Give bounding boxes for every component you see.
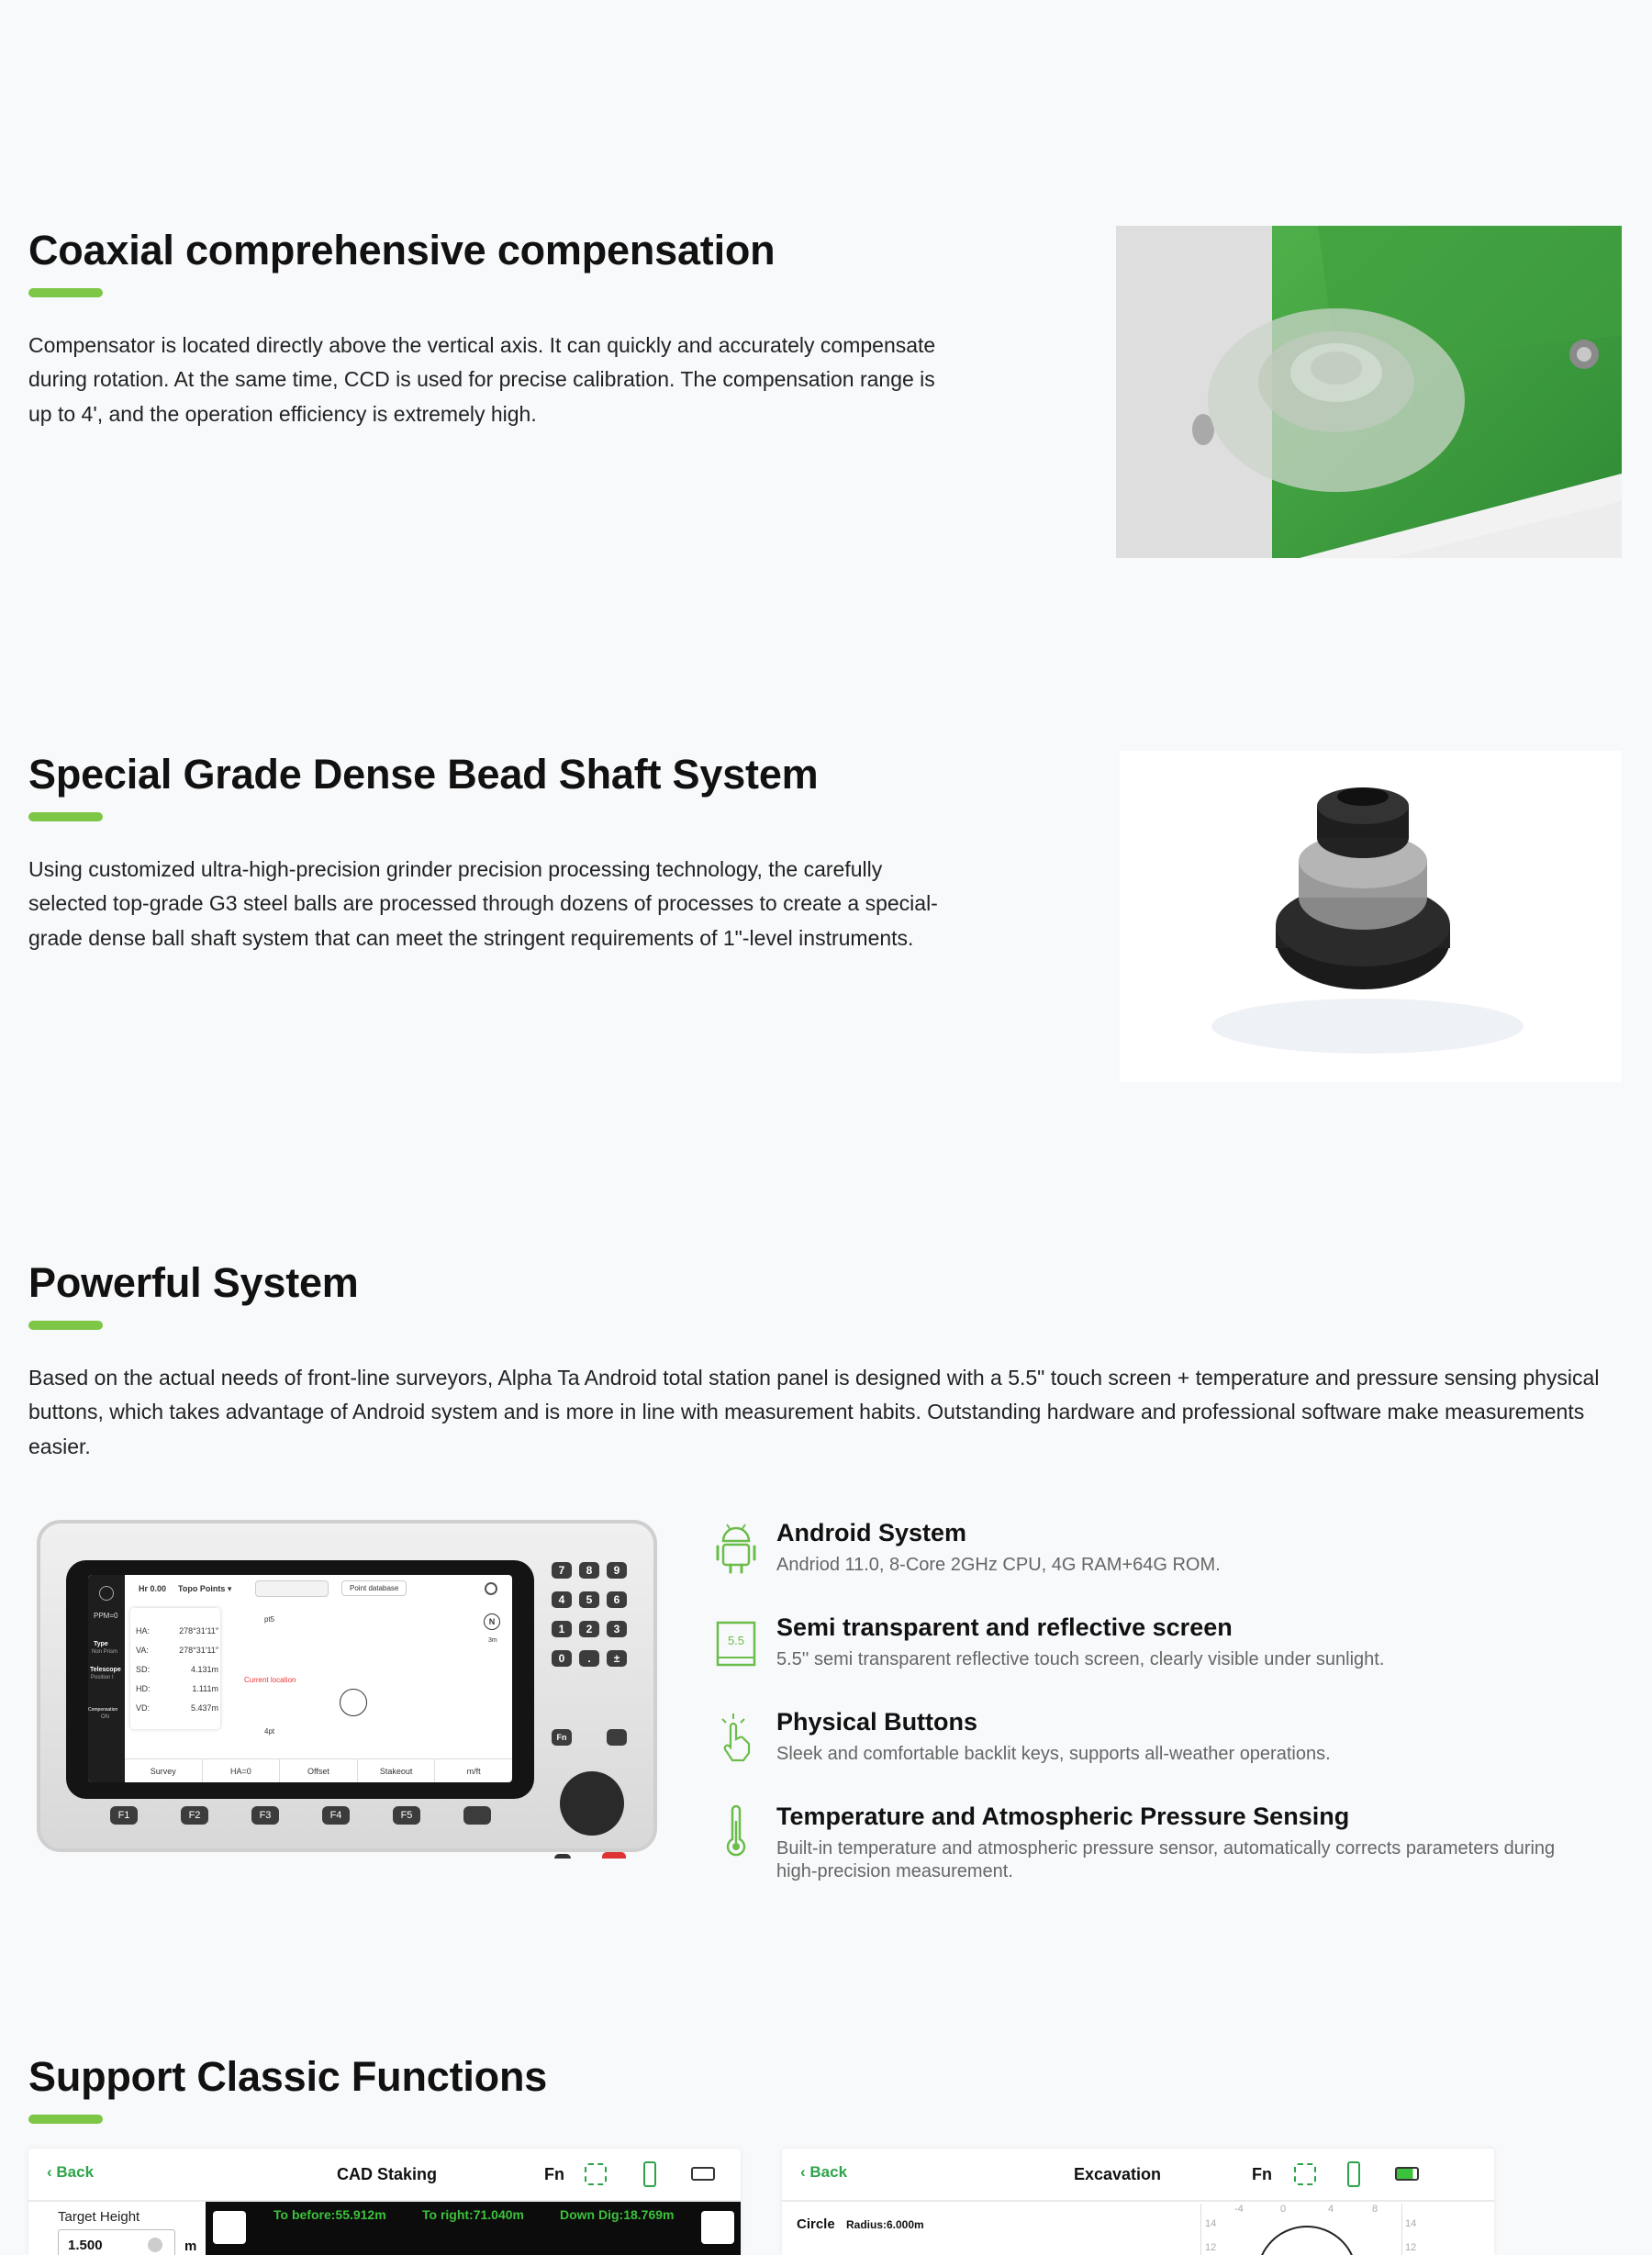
- title-accent-bar: [28, 2115, 103, 2124]
- location-pin-button[interactable]: [340, 1689, 367, 1716]
- key-return[interactable]: [463, 1806, 491, 1825]
- key-5[interactable]: 5: [579, 1591, 599, 1608]
- feature-title: Physical Buttons: [776, 1708, 978, 1736]
- target-height-input[interactable]: 1.500: [58, 2229, 175, 2255]
- tick-y: 12: [1205, 2242, 1217, 2253]
- bottom-tabs: [125, 1758, 512, 1782]
- tick-x: 8: [1372, 2204, 1379, 2215]
- android-icon: [714, 1521, 758, 1576]
- section-text: Using customized ultra-high-precision grinder precision processing technology, the carefully selected top-grade G3 steel balls are processed through dozens of processes to create a special-grade dense ball shaft system that can meet the stringent requirements of 1"-level instruments.: [28, 856, 938, 950]
- navigation-dpad[interactable]: [560, 1771, 624, 1836]
- coaxial-section: [28, 228, 946, 431]
- excavation-plot[interactable]: [1200, 2204, 1417, 2255]
- excavation-circle: [1256, 2226, 1357, 2255]
- back-button[interactable]: ‹ Back: [47, 2163, 95, 2181]
- prism-icon[interactable]: [1347, 2161, 1360, 2187]
- expand-icon[interactable]: [213, 2211, 246, 2244]
- section-title: Special Grade Dense Bead Shaft System: [28, 751, 819, 798]
- classic-section: [28, 2054, 946, 2124]
- battery-icon: [1395, 2167, 1419, 2181]
- hr-value: Hr 0.00: [139, 1584, 167, 1593]
- tick-x: -4: [1234, 2204, 1244, 2215]
- feature-title: Semi transparent and reflective screen: [776, 1613, 1233, 1641]
- key-8[interactable]: 8: [579, 1562, 599, 1579]
- key-4[interactable]: 4: [552, 1591, 572, 1608]
- key-3[interactable]: 3: [607, 1621, 627, 1637]
- tick-x: 4: [1328, 2204, 1334, 2215]
- keypad: [552, 1562, 634, 1742]
- ppm-label: PPM=0: [94, 1612, 118, 1620]
- key-plusminus[interactable]: ±: [607, 1650, 627, 1667]
- key-6[interactable]: 6: [607, 1591, 627, 1608]
- measure-row: HA: 278°31′11″: [136, 1626, 218, 1635]
- north-compass: N: [484, 1613, 500, 1630]
- readout-right: To right:71.040m: [422, 2207, 524, 2222]
- app-header: [28, 2149, 741, 2202]
- screen-icon: [714, 1615, 758, 1670]
- app-title: Excavation: [1074, 2165, 1162, 2183]
- mode-select[interactable]: Topo Points ▾: [178, 1584, 232, 1593]
- layers-icon[interactable]: [701, 2211, 734, 2244]
- app-header: [782, 2149, 1494, 2202]
- tick-y: 14: [1205, 2218, 1217, 2229]
- enter-button[interactable]: [602, 1852, 626, 1859]
- measure-row: VD: 5.437m: [136, 1703, 218, 1713]
- shape-label: Circle: [797, 2216, 835, 2232]
- battery-icon: [691, 2167, 715, 2181]
- toggle-group[interactable]: [255, 1580, 329, 1597]
- cad-map-view[interactable]: [206, 2202, 741, 2255]
- section-text: Based on the actual needs of front-line surveyors, Alpha Ta Android total station panel is designed with a 5.5" touch screen + temperature and pressure sensing physical buttons, which takes advantage of Android system and is more in line with measurement habits. Outstanding hardware and professional software make measurements easier.: [28, 1365, 1600, 1458]
- point-database-button[interactable]: Point database: [341, 1580, 407, 1596]
- compensator-image: [1116, 226, 1622, 558]
- tab-ha0[interactable]: HA=0: [203, 1759, 281, 1782]
- feature-title: Temperature and Atmospheric Pressure Sensing: [776, 1803, 1350, 1830]
- key-f4[interactable]: F4: [322, 1806, 350, 1825]
- side-telescope: Telescope: [90, 1667, 121, 1673]
- touch-icon: [714, 1710, 758, 1765]
- feature-description: Built-in temperature and atmospheric pressure sensor, automatically corrects parameters during high-precision measurement.: [776, 1838, 1556, 1881]
- app-card-excavation: [782, 2149, 1494, 2255]
- feature-title: Android System: [776, 1519, 967, 1546]
- side-compensation-sub: ON: [101, 1714, 109, 1720]
- prism-icon[interactable]: [643, 2161, 656, 2187]
- key-1[interactable]: 1: [552, 1621, 572, 1637]
- side-compensation: Compensation: [88, 1707, 118, 1713]
- tick-y-right: 12: [1405, 2242, 1417, 2253]
- readout-before: To before:55.912m: [273, 2207, 386, 2222]
- key-2[interactable]: 2: [579, 1621, 599, 1637]
- system-section: [28, 1260, 1625, 1464]
- feature-description: Andriod 11.0, 8-Core 2GHz CPU, 4G RAM+64G ROM.: [776, 1555, 1221, 1575]
- key-backspace[interactable]: [607, 1729, 627, 1746]
- feature-description: Sleek and comfortable backlit keys, supports all-weather operations.: [776, 1744, 1331, 1764]
- scale-label: 3m: [488, 1637, 497, 1644]
- section-title: Support Classic Functions: [28, 2053, 548, 2100]
- point-label: pt5: [264, 1615, 275, 1624]
- key-7[interactable]: 7: [552, 1562, 572, 1579]
- app-title: CAD Staking: [337, 2165, 438, 2183]
- key-f2[interactable]: F2: [181, 1806, 208, 1825]
- tick-y-right: 14: [1405, 2218, 1417, 2229]
- tab-offset[interactable]: Offset: [280, 1759, 358, 1782]
- device-image: [33, 1514, 666, 1859]
- settings-icon[interactable]: [485, 1582, 497, 1595]
- title-accent-bar: [28, 288, 103, 297]
- current-location-label: Current location: [244, 1676, 296, 1684]
- key-f5[interactable]: F5: [393, 1806, 420, 1825]
- section-text: Compensator is located directly above the vertical axis. It can quickly and accurately compensate during rotation. At the same time, CCD is used for precise calibration. The compensation range is up to 4', and the operation efficiency is extremely high.: [28, 332, 936, 426]
- side-type-sub: Non Prism: [92, 1649, 118, 1655]
- key-fn[interactable]: Fn: [552, 1729, 572, 1746]
- shaft-section: [28, 752, 965, 955]
- measure-rows: [136, 1626, 218, 1723]
- function-key-row: [110, 1806, 491, 1825]
- key-f1[interactable]: F1: [110, 1806, 138, 1825]
- fn-button[interactable]: Fn: [1252, 2165, 1272, 2183]
- readout-dig: Down Dig:18.769m: [560, 2207, 675, 2222]
- side-type: Type: [94, 1641, 108, 1647]
- tab-stakeout[interactable]: Stakeout: [358, 1759, 436, 1782]
- title-accent-bar: [28, 1321, 103, 1330]
- app-card-cad-staking: [28, 2149, 741, 2255]
- section-title: Coaxial comprehensive compensation: [28, 227, 776, 274]
- fn-button[interactable]: Fn: [544, 2165, 564, 2183]
- thermometer-icon: [714, 1804, 758, 1859]
- side-telescope-sub: Position I: [91, 1675, 114, 1680]
- scan-icon[interactable]: [1294, 2163, 1316, 2185]
- measure-row: SD: 4.131m: [136, 1665, 218, 1674]
- radius-label: Radius:6.000m: [846, 2218, 924, 2231]
- key-9[interactable]: 9: [607, 1562, 627, 1579]
- unit-label: m: [184, 2238, 197, 2254]
- key-0[interactable]: 0: [552, 1650, 572, 1667]
- shaft-image: [1120, 751, 1622, 1082]
- back-icon[interactable]: [99, 1586, 114, 1601]
- tab-unit[interactable]: m/ft: [466, 1767, 481, 1776]
- section-title: Powerful System: [28, 1259, 359, 1306]
- key-dot[interactable]: .: [579, 1650, 599, 1667]
- tick-x: 0: [1280, 2204, 1287, 2215]
- measure-row: VA: 278°31′11″: [136, 1646, 218, 1655]
- back-button[interactable]: ‹ Back: [800, 2163, 848, 2181]
- clear-icon[interactable]: [148, 2238, 162, 2252]
- feature-description: 5.5'' semi transparent reflective touch screen, clearly visible under sunlight.: [776, 1649, 1385, 1669]
- point-label: 4pt: [264, 1727, 275, 1736]
- field-label: Target Height: [58, 2209, 140, 2225]
- key-f3[interactable]: F3: [251, 1806, 279, 1825]
- title-accent-bar: [28, 812, 103, 821]
- power-button[interactable]: [554, 1854, 571, 1859]
- scan-icon[interactable]: [585, 2163, 607, 2185]
- measure-row: HD: 1.111m: [136, 1684, 218, 1693]
- tab-survey[interactable]: Survey: [125, 1759, 203, 1782]
- device-screen: [88, 1575, 512, 1782]
- screen-size-label: 5.5: [727, 1634, 745, 1647]
